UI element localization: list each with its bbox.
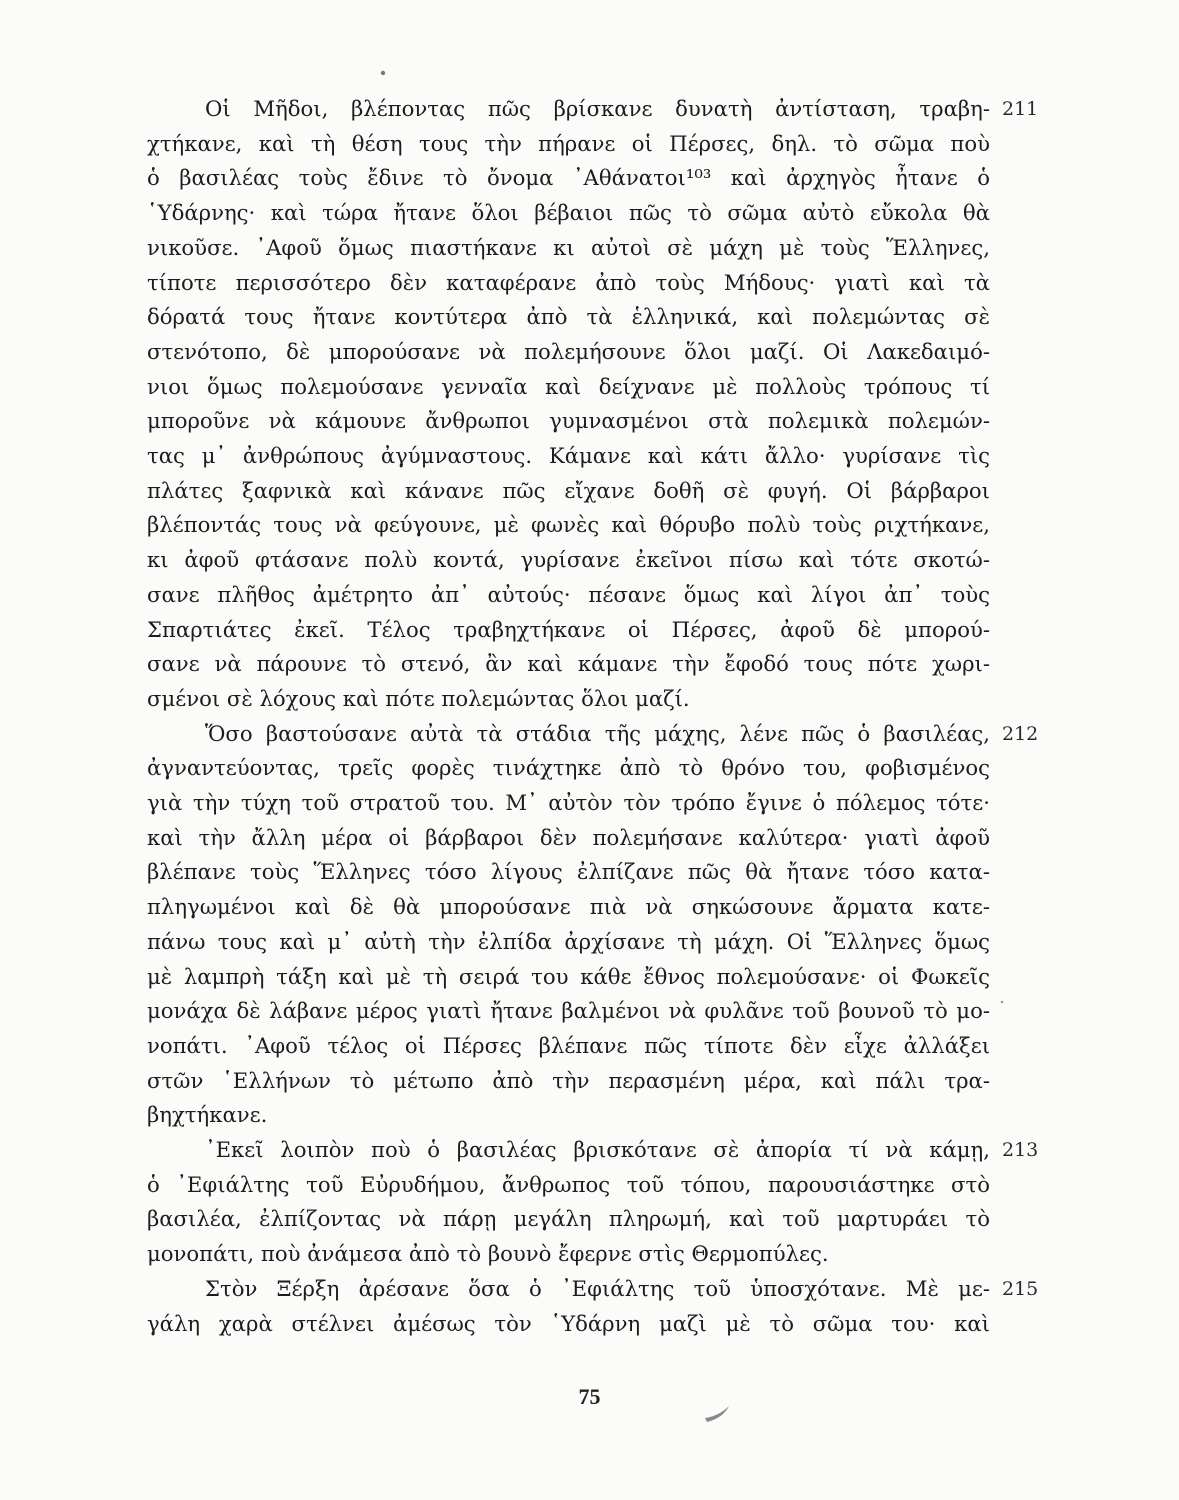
- text-line-content: μονοπάτι, ποὺ ἀνάμεσα ἀπὸ τὸ βουνὸ ἔφερνε στὶς Θερμοπύλες.: [147, 1241, 829, 1267]
- text-line: [147, 1168, 990, 1202]
- text-line: [147, 196, 990, 230]
- text-line: [147, 682, 990, 716]
- ink-speck: [381, 71, 385, 75]
- text-line: [147, 474, 990, 508]
- text-line: [147, 404, 990, 438]
- text-line: [147, 231, 990, 265]
- text-line: [205, 717, 1039, 751]
- margin-section-number: 212: [1002, 722, 1039, 745]
- text-line-content: μποροῦνε νὰ κάμουνε ἄνθρωποι γυμνασμένοι στὰ πολεμικὰ πολεμών-: [147, 408, 990, 434]
- text-line-content: Στὸν Ξέρξη ἀρέσανε ὅσα ὁ ᾿Εφιάλτης τοῦ ὑποσχότανε. Μὲ με-: [205, 1275, 990, 1301]
- text-line: [147, 647, 990, 681]
- text-line-content: μονάχα δὲ λάβανε μέρος γιατὶ ἤτανε βαλμένοι νὰ φυλᾶνε τοῦ βουνοῦ τὸ μο-: [147, 998, 990, 1024]
- text-line-content: μὲ λαμπρὴ τάξη καὶ μὲ τὴ σειρά του κάθε ἔθνος πολεμούσανε· οἱ Φωκεῖς: [147, 963, 990, 989]
- text-line: [205, 92, 1039, 126]
- text-line-content: καὶ τὴν ἄλλη μέρα οἱ βάρβαροι δὲν πολεμήσανε καλύτερα· γιατὶ ἀφοῦ: [147, 824, 990, 850]
- text-line-content: κι ἀφοῦ φτάσανε πολὺ κοντά, γυρίσανε ἐκεῖνοι πίσω καὶ τότε σκοτώ-: [147, 547, 990, 573]
- text-line-content: βλέπανε τοὺς Ἕλληνες τόσο λίγους ἐλπίζανε πῶς θὰ ἤτανε τόσο κατα-: [147, 859, 990, 885]
- text-line: [147, 786, 990, 820]
- text-line: [147, 370, 990, 404]
- text-line-content: στενότοπο, δὲ μπορούσανε νὰ πολεμήσουνε ὅλοι μαζί. Οἱ Λακεδαιμό-: [147, 338, 990, 364]
- text-line-content: Οἱ Μῆδοι, βλέποντας πῶς βρίσκανε δυνατὴ ἀντίσταση, τραβη-: [205, 96, 990, 121]
- text-line-content: ὁ βασιλέας τοὺς ἔδινε τὸ ὄνομα ᾿Αθάνατοι¹⁰³ καὶ ἀρχηγὸς ἦτανε ὁ: [147, 165, 990, 191]
- text-line: [147, 994, 990, 1028]
- text-line-content: βλέποντάς τους νὰ φεύγουνε, μὲ φωνὲς καὶ θόρυβο πολὺ τοὺς ριχτήκανε,: [147, 512, 990, 538]
- text-line-content: ἀγναντεύοντας, τρεῖς φορὲς τινάχτηκε ἀπὸ τὸ θρόνο του, φοβισμένος: [147, 755, 990, 781]
- text-line: [147, 1307, 990, 1341]
- text-line-content: στῶν ῾Ελλήνων τὸ μέτωπο ἀπὸ τὴν περασμένη μέρα, καὶ πάλι τρα-: [147, 1067, 990, 1093]
- margin-section-number: 213: [1002, 1139, 1039, 1161]
- text-line-content: τίποτε περισσότερο δὲν καταφέρανε ἀπὸ τοὺς Μήδους· γιατὶ καὶ τὰ: [147, 269, 990, 295]
- text-line: [147, 613, 990, 647]
- text-line-content: σμένοι σὲ λόχους καὶ πότε πολεμώντας ὅλοι μαζί.: [147, 685, 690, 711]
- margin-section-number: 211: [1002, 98, 1039, 120]
- text-line-content: ὁ ᾿Εφιάλτης τοῦ Εὐρυδήμου, ἄνθρωπος τοῦ τόπου, παρουσιάστηκε στὸ: [147, 1171, 990, 1197]
- text-line: [147, 266, 990, 300]
- text-line-content: γάλη χαρὰ στέλνει ἀμέσως τὸν ῾Υδάρνη μαζὶ μὲ τὸ σῶμα του· καὶ: [147, 1310, 990, 1336]
- text-line: [147, 578, 990, 612]
- text-line-content: χτήκανε, καὶ τὴ θέση τους τὴν πήρανε οἱ Πέρσες, δηλ. τὸ σῶμα ποὺ: [147, 130, 990, 156]
- text-line: [147, 127, 990, 161]
- text-line-content: νιοι ὅμως πολεμούσανε γενναῖα καὶ δείχνανε μὲ πολλοὺς τρόπους τί: [147, 373, 990, 399]
- text-line: [147, 335, 990, 369]
- text-line: [147, 300, 990, 334]
- text-line-content: βασιλέα, ἐλπίζοντας νὰ πάρῃ μεγάλη πληρωμή, καὶ τοῦ μαρτυράει τὸ: [147, 1206, 990, 1232]
- text-line: [147, 161, 990, 195]
- text-line: [147, 925, 990, 959]
- text-line: [147, 508, 990, 542]
- text-line-content: νοπάτι. ᾿Αφοῦ τέλος οἱ Πέρσες βλέπανε πῶς τίποτε δὲν εἶχε ἀλλάξει: [147, 1032, 990, 1058]
- text-line-content: γιὰ τὴν τύχη τοῦ στρατοῦ του. Μ᾿ αὐτὸν τὸν τρόπο ἔγινε ὁ πόλεμος τότε·: [147, 790, 990, 815]
- text-line-content: Ὅσο βαστούσανε αὐτὰ τὰ στάδια τῆς μάχης, λένε πῶς ὁ βασιλέας,: [205, 720, 990, 746]
- text-line: [205, 1133, 1039, 1167]
- ink-speck: [1001, 1001, 1004, 1004]
- text-line: [147, 1098, 990, 1132]
- text-line: [147, 890, 990, 924]
- text-line: [147, 1029, 990, 1063]
- text-line-content: πάνω τους καὶ μ᾿ αὐτὴ τὴν ἐλπίδα ἀρχίσανε τὴ μάχη. Οἱ Ἕλληνες ὅμως: [147, 928, 990, 954]
- text-line: [147, 1202, 990, 1236]
- text-line-content: σανε νὰ πάρουνε τὸ στενό, ἂν καὶ κάμανε τὴν ἔφοδό τους πότε χωρι-: [147, 651, 990, 677]
- text-line: [147, 1237, 990, 1271]
- text-line-content: σανε πλῆθος ἀμέτρητο ἀπ᾿ αὐτούς· πέσανε ὅμως καὶ λίγοι ἀπ᾿ τοὺς: [147, 581, 990, 607]
- text-line-content: πληγωμένοι καὶ δὲ θὰ μπορούσανε πιὰ νὰ σηκώσουνε ἄρματα κατε-: [147, 894, 990, 920]
- text-line-content: τας μ᾿ ἀνθρώπους ἀγύμναστους. Κάμανε καὶ κάτι ἄλλο· γυρίσανε τὶς: [147, 443, 990, 468]
- text-line-content: ῾Υδάρνης· καὶ τώρα ἤτανε ὅλοι βέβαιοι πῶς τὸ σῶμα αὐτὸ εὔκολα θὰ: [147, 200, 990, 226]
- margin-section-number: 215: [1002, 1277, 1039, 1300]
- page-number: 75: [578, 1384, 601, 1409]
- text-line: [147, 751, 990, 785]
- text-line-content: πλάτες ξαφνικὰ καὶ κάνανε πῶς εἴχανε δοθῆ σὲ φυγή. Οἱ βάρβαροι: [147, 477, 990, 503]
- text-line: [147, 960, 990, 994]
- text-line-content: βηχτήκανε.: [147, 1102, 268, 1128]
- text-line: [147, 821, 990, 855]
- text-line: [147, 543, 990, 577]
- text-line: [147, 439, 990, 473]
- text-line-content: νικοῦσε. ᾿Αφοῦ ὅμως πιαστήκανε κι αὐτοὶ σὲ μάχη μὲ τοὺς Ἕλληνες,: [147, 234, 990, 260]
- text-line: [147, 1064, 990, 1098]
- text-line: [147, 855, 990, 889]
- text-line: [205, 1272, 1039, 1306]
- text-line-content: δόρατά τους ἤτανε κοντύτερα ἀπὸ τὰ ἑλληνικά, καὶ πολεμώντας σὲ: [147, 304, 990, 330]
- text-line-content: ᾿Εκεῖ λοιπὸν ποὺ ὁ βασιλέας βρισκότανε σὲ ἀπορία τί νὰ κάμῃ,: [205, 1137, 990, 1162]
- text-line-content: Σπαρτιάτες ἐκεῖ. Τέλος τραβηχτήκανε οἱ Πέρσες, ἀφοῦ δὲ μπορού-: [147, 616, 990, 642]
